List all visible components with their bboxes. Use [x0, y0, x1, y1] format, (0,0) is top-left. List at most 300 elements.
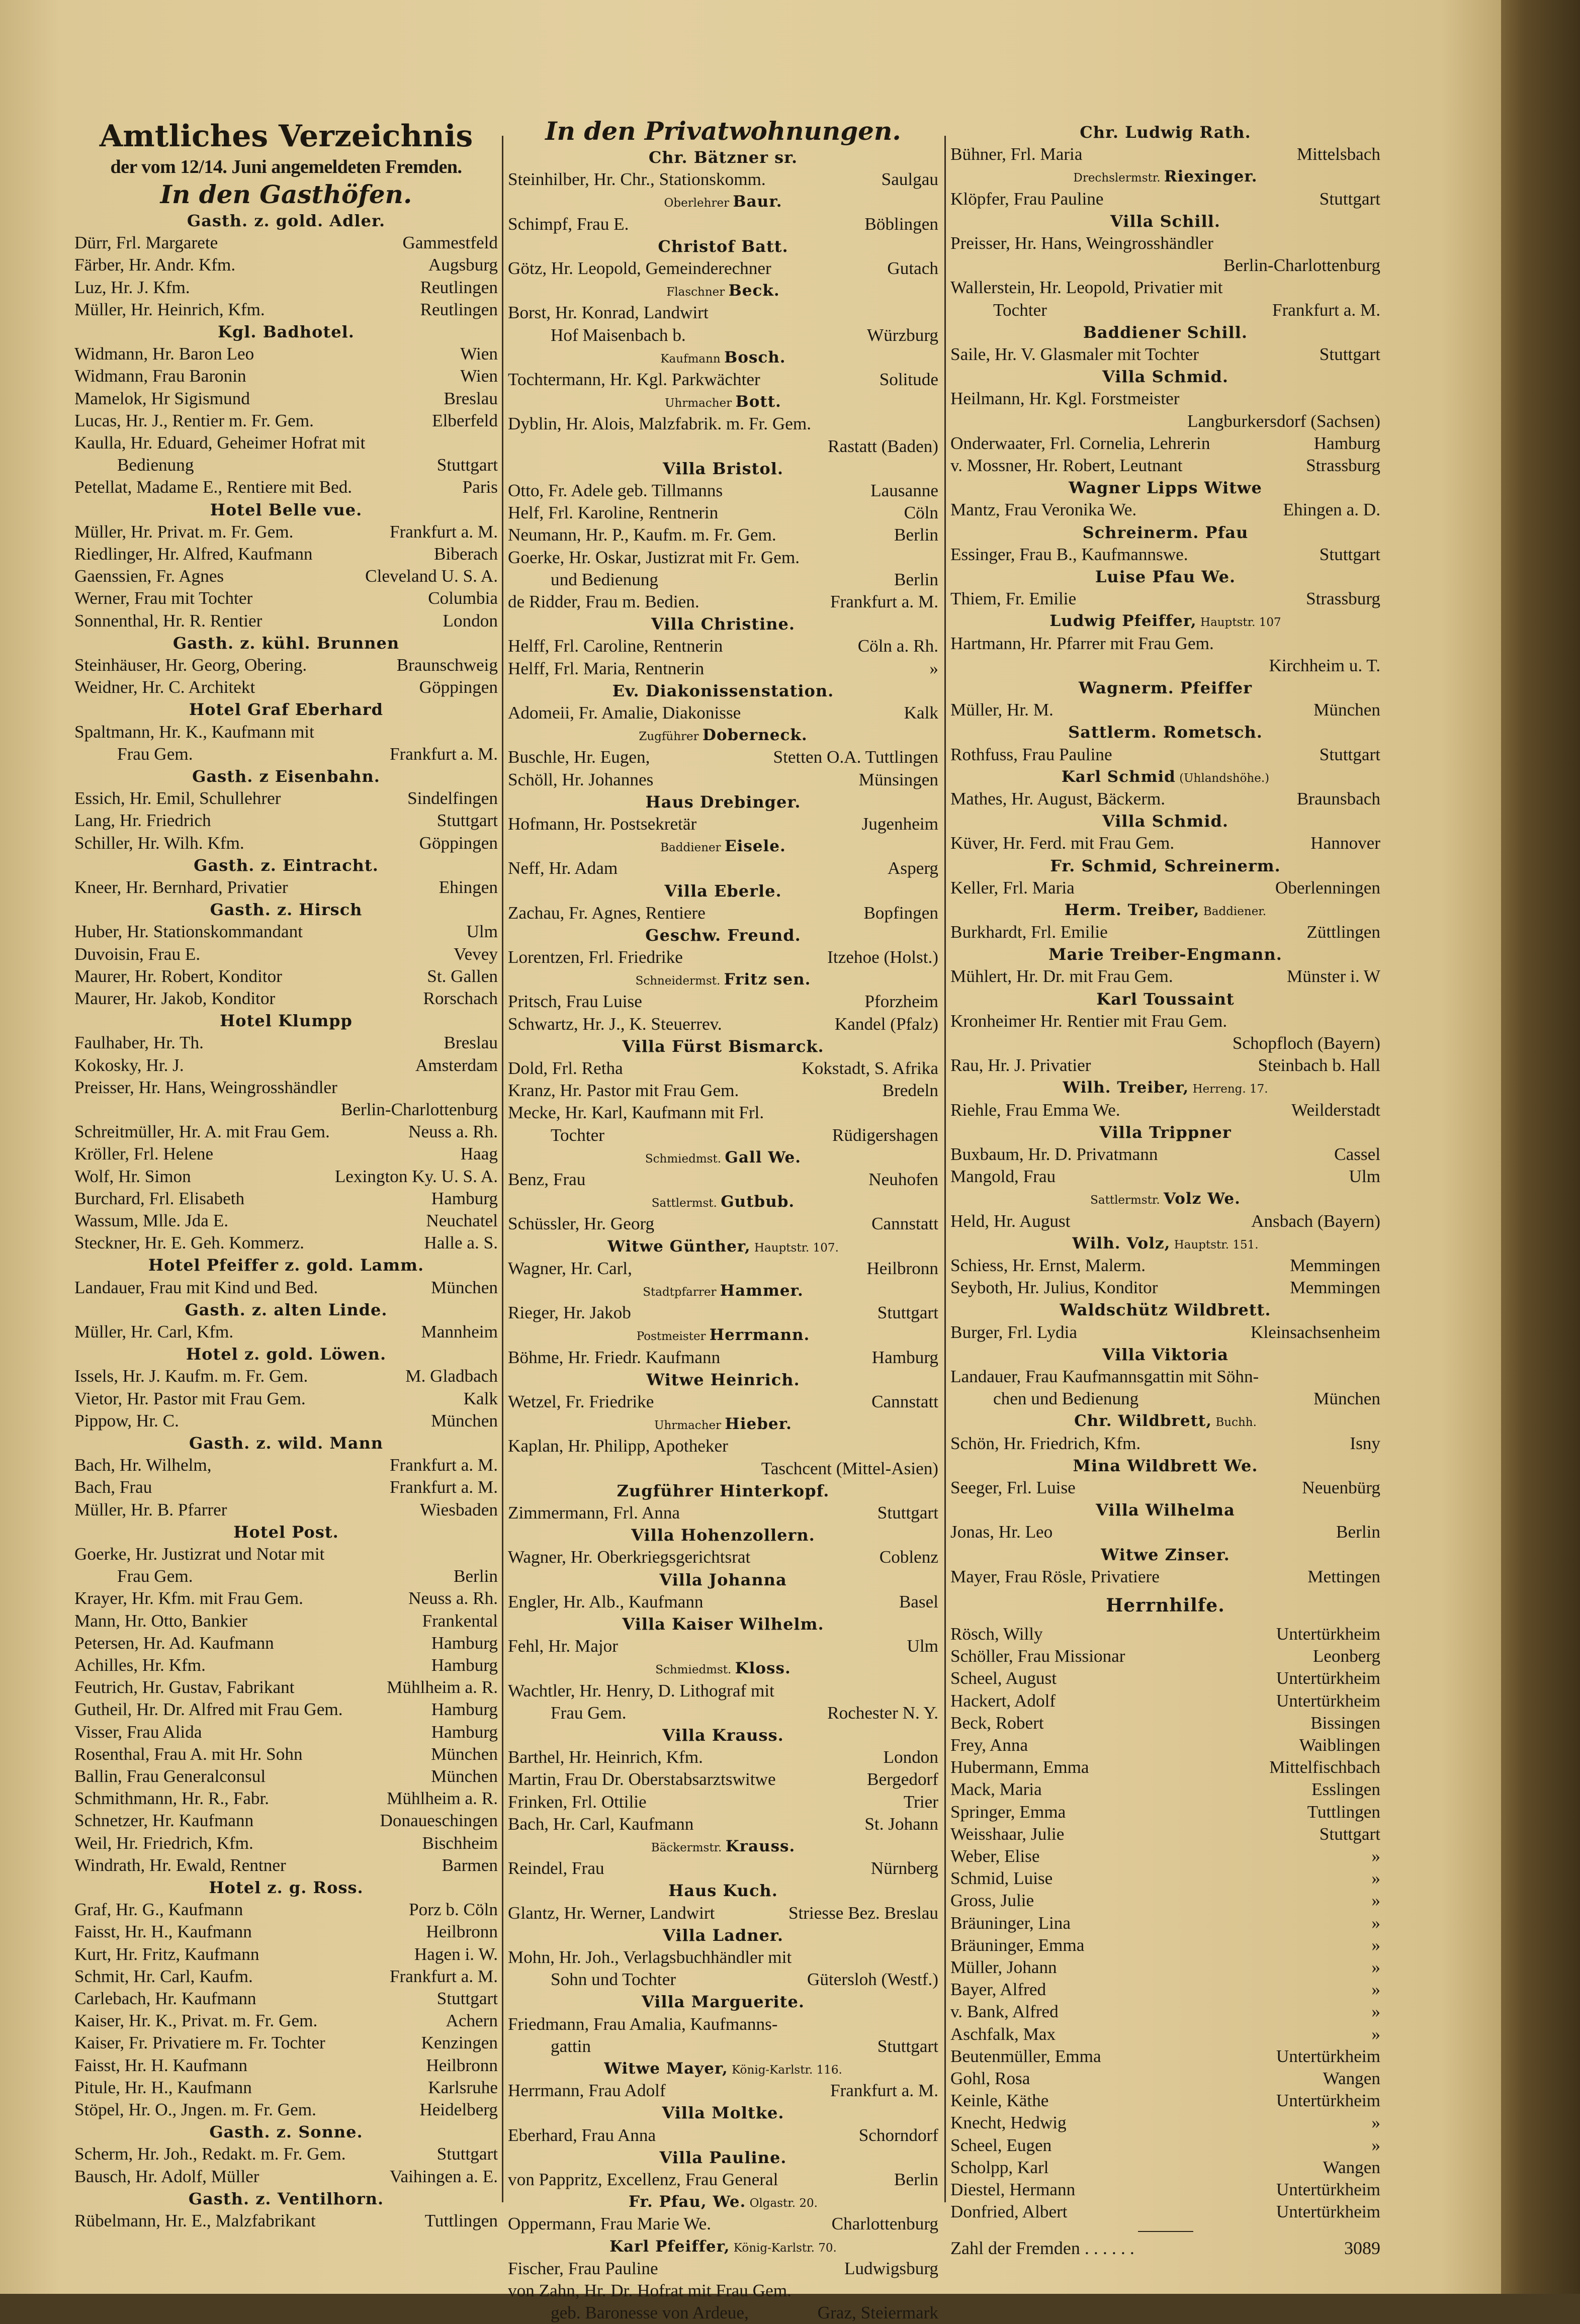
lodging-heading: Gasth. z. Eintracht.: [194, 855, 379, 875]
guest-name: Reindel, Frau: [508, 1858, 604, 1879]
guest-name: Weidner, Hr. C. Architekt: [74, 677, 255, 697]
herrnhilfe-title: Herrnhilfe.: [1106, 1594, 1225, 1616]
guest-name: Hubermann, Emma: [950, 1757, 1089, 1777]
guest-name: chen und Bedienung: [993, 1389, 1139, 1409]
guest-origin: Heilbronn: [866, 1258, 938, 1278]
guest-name: Müller, Hr. Privat. m. Fr. Gem.: [74, 521, 294, 542]
guest-name: Mann, Hr. Otto, Bankier: [74, 1611, 248, 1631]
guest-entry: [74, 2077, 498, 2099]
guest-entry: [508, 547, 938, 569]
guest-name: Tochter: [993, 300, 1047, 320]
guest-entry: [508, 1258, 938, 1280]
guest-name: Gaenssien, Fr. Agnes: [74, 566, 224, 586]
guest-entry: [74, 1988, 498, 2010]
guest-name: Petellat, Madame E., Rentiere mit Bed.: [74, 477, 353, 497]
lodging-heading: Ev. Diakonissenstation.: [612, 681, 834, 700]
guest-name: Oppermann, Frau Marie We.: [508, 2214, 711, 2234]
heading-occupation: Stadtpfarrer: [643, 1286, 717, 1299]
heading-name: Bott.: [735, 393, 781, 411]
guest-name: Bedienung: [117, 455, 194, 475]
guest-name: Eberhard, Frau Anna: [508, 2125, 656, 2145]
guest-origin: München: [431, 1410, 498, 1431]
heading-name: Witwe Günther,: [607, 1237, 751, 1256]
guest-name: Kranz, Hr. Pastor mit Frau Gem.: [508, 1081, 739, 1101]
guest-name: Visser, Frau Alida: [74, 1722, 202, 1742]
guest-origin: Wangen: [1323, 2069, 1380, 2089]
heading-name: Bosch.: [724, 348, 786, 367]
guest-name: Kokosky, Hr. J.: [74, 1055, 184, 1075]
guest-origin: Bissingen: [1310, 1713, 1380, 1733]
lodging-heading: Witwe Zinser.: [1101, 1545, 1230, 1564]
guest-name: Wachtler, Hr. Henry, D. Lithograf mit: [508, 1680, 774, 1701]
guest-entry: [74, 921, 498, 943]
guest-origin: Berlin: [894, 525, 938, 545]
guest-name: Kröller, Frl. Helene: [74, 1144, 214, 1164]
book-spine: [1501, 0, 1580, 2294]
guest-name: Schwartz, Hr. J., K. Steuerrev.: [508, 1014, 722, 1034]
guest-entry: [508, 413, 938, 435]
guest-origin: Schorndorf: [858, 2125, 938, 2145]
lodging-heading: [508, 1835, 938, 1857]
guest-origin: Züttlingen: [1306, 922, 1380, 942]
guest-name: de Ridder, Frau m. Bedien.: [508, 591, 699, 611]
guest-name: Faisst, Hr. H. Kaufmann: [74, 2055, 248, 2075]
guest-entry: [950, 1166, 1380, 1188]
guest-name: Lang, Hr. Friedrich: [74, 811, 211, 831]
guest-entry: [950, 1521, 1380, 1543]
guest-origin: Mannheim: [421, 1321, 498, 1342]
guest-origin: Stuttgart: [1319, 189, 1380, 209]
guest-origin: »: [1371, 2135, 1380, 2155]
guest-entry: [950, 877, 1380, 899]
guest-name: Wallerstein, Hr. Leopold, Privatier mit: [950, 278, 1223, 298]
guest-name: Neff, Hr. Adam: [508, 858, 618, 878]
guest-origin: Berlin-Charlottenburg: [340, 1099, 498, 1119]
heading-name: Doberneck.: [702, 726, 808, 745]
guest-entry: [950, 1645, 1380, 1667]
guest-origin: Neuenbürg: [1302, 1478, 1380, 1497]
guest-name: Engler, Hr. Alb., Kaufmann: [508, 1591, 704, 1612]
guest-name: Benz, Frau: [508, 1170, 586, 1190]
guest-origin: Kalk: [904, 702, 938, 723]
guest-name: Götz, Hr. Leopold, Gemeinderechner: [508, 258, 771, 278]
heading-occupation: Kaufmann: [660, 352, 721, 366]
guest-name: und Bedienung: [551, 569, 659, 589]
guest-origin: Pforzheim: [864, 992, 938, 1012]
guest-name: Fischer, Frau Pauline: [508, 2258, 658, 2278]
heading-address: Herreng. 17.: [1192, 1083, 1268, 1096]
guest-entry: [950, 1934, 1380, 1956]
guest-entry: [950, 432, 1380, 455]
heading-name: Chr. Wildbrett,: [1074, 1412, 1212, 1431]
guest-entry: [74, 1632, 498, 1654]
guest-entry: [508, 1768, 938, 1791]
guest-origin: Cöln a. Rh.: [857, 636, 938, 656]
private-guest-list-1: [508, 146, 938, 2324]
lodging-heading: [508, 391, 938, 413]
guest-name: Lorentzen, Frl. Friedrike: [508, 947, 683, 967]
lodging-heading: Geschw. Freund.: [645, 925, 801, 945]
lodging-heading: Villa Bristol.: [662, 459, 784, 478]
heading-address: Hauptstr. 151.: [1174, 1238, 1259, 1252]
guest-entry: [74, 1143, 498, 1165]
guest-entry: [508, 1435, 938, 1457]
guest-name: Schmit, Hr. Carl, Kaufm.: [74, 1966, 253, 1986]
guest-origin: Hamburg: [871, 1347, 938, 1367]
guest-entry: [74, 410, 498, 432]
guest-name: Dold, Frl. Retha: [508, 1058, 623, 1079]
guest-entry: [950, 1801, 1380, 1823]
heading-occupation: Sattlermstr.: [1090, 1194, 1160, 1207]
guest-origin: Mittelfischbach: [1269, 1757, 1380, 1777]
guest-entry: [508, 1791, 938, 1813]
guest-origin: Schopfloch (Bayern): [1232, 1033, 1380, 1053]
guest-origin: Trier: [903, 1792, 938, 1812]
lodging-heading: Villa Wilhelma: [1096, 1500, 1235, 1520]
guest-name: Frau Gem.: [117, 744, 193, 764]
heading-address: König-Karlstr. 70.: [733, 2241, 837, 2255]
guest-name: Kurt, Hr. Fritz, Kaufmann: [74, 1944, 259, 1964]
guest-entry: [74, 2010, 498, 2032]
guest-name: Huber, Hr. Stationskommandant: [74, 922, 303, 942]
guest-origin: Vevey: [454, 944, 498, 964]
page-title: Amtliches Verzeichnis: [99, 119, 473, 154]
lodging-heading: Gasth. z. Sonne.: [209, 2122, 363, 2142]
lodging-heading: [950, 1077, 1380, 1099]
guest-origin: Achern: [446, 2011, 498, 2031]
guest-entry: [950, 1054, 1380, 1077]
guest-name: Neumann, Hr. P., Kaufm. m. Fr. Gem.: [508, 525, 776, 545]
guest-entry: [950, 2068, 1380, 2090]
guest-origin: St. Johann: [864, 1814, 938, 1834]
heading-address: Hauptstr. 107.: [754, 1241, 839, 1255]
guest-origin: London: [883, 1747, 938, 1767]
guest-origin: Nürnberg: [870, 1858, 938, 1879]
guest-name: Sohn und Tochter: [551, 1970, 676, 1990]
guest-origin: »: [1371, 1980, 1380, 2000]
guest-entry: [950, 499, 1380, 521]
guest-entry-continuation: [508, 569, 938, 591]
guest-name: Weisshaar, Julie: [950, 1824, 1065, 1844]
guest-entry: [950, 1845, 1380, 1867]
guest-name: Scherm, Hr. Joh., Redakt. m. Fr. Gem.: [74, 2144, 346, 2164]
lodging-heading: [508, 346, 938, 369]
lodging-heading: [508, 2191, 938, 2213]
guest-name: Wagner, Hr. Oberkriegsgerichtsrat: [508, 1547, 751, 1567]
guest-origin: Cöln: [904, 503, 938, 523]
guest-name: Knecht, Hedwig: [950, 2113, 1067, 2133]
guest-entry: [74, 1787, 498, 1810]
heading-occupation: Flaschner: [666, 286, 725, 299]
guest-name: Wolf, Hr. Simon: [74, 1166, 191, 1186]
guest-origin: Stuttgart: [436, 2144, 498, 2164]
guest-origin: Donaueschingen: [380, 1811, 498, 1831]
heading-name: Wilh. Treiber,: [1063, 1079, 1189, 1097]
guest-name: Frau Gem.: [117, 1566, 193, 1586]
guest-entry: [950, 455, 1380, 477]
guest-name: Rosenthal, Frau A. mit Hr. Sohn: [74, 1744, 303, 1764]
guest-entry: [950, 2179, 1380, 2201]
guest-origin: Kalk: [463, 1388, 498, 1408]
guest-name: Hofmann, Hr. Postsekretär: [508, 814, 697, 834]
heading-name: Eisele.: [724, 837, 786, 856]
guest-name: Bach, Frau: [74, 1477, 152, 1497]
heading-address: Buchh.: [1215, 1416, 1257, 1429]
section-title-private: In den Privatwohnungen.: [545, 116, 901, 146]
guest-origin: »: [1371, 2024, 1380, 2044]
page-subtitle: der vom 12/14. Juni angemeldeten Fremden.: [110, 156, 462, 177]
guest-entry: [74, 254, 498, 276]
lodging-heading: Kgl. Badhotel.: [218, 322, 355, 341]
guest-entry-continuation: [950, 299, 1380, 321]
guest-entry: [74, 721, 498, 743]
guest-entry: [950, 788, 1380, 810]
guest-name: Müller, Hr. Carl, Kfm.: [74, 1321, 234, 1342]
guest-entry: [74, 1210, 498, 1232]
guest-entry: [508, 1213, 938, 1235]
guest-name: Faisst, Hr. H., Kaufmann: [74, 1922, 252, 1942]
guest-origin: Stuttgart: [436, 455, 498, 475]
heading-name: Krauss.: [725, 1837, 796, 1855]
guest-origin: Neuhofen: [868, 1170, 938, 1190]
guest-entry: [508, 946, 938, 968]
guest-name: v. Bank, Alfred: [950, 2002, 1059, 2022]
guest-name: Gross, Julie: [950, 1891, 1034, 1911]
guest-entry: [74, 1854, 498, 1876]
guest-name: Springer, Emma: [950, 1802, 1066, 1822]
guest-name: Frinken, Frl. Ottilie: [508, 1792, 647, 1812]
heading-name: Gutbub.: [721, 1193, 795, 1211]
guest-name: Landauer, Frau Kaufmannsgattin mit Söhn-: [950, 1367, 1259, 1387]
guest-origin: Stetten O.A. Tuttlingen: [773, 747, 938, 767]
guest-entry: [74, 1032, 498, 1054]
guest-name: Bausch, Hr. Adolf, Müller: [74, 2166, 259, 2186]
guest-origin: Berlin-Charlottenburg: [1223, 255, 1380, 276]
guest-origin: Mettingen: [1307, 1566, 1380, 1586]
heading-occupation: Bäckermstr.: [651, 1841, 722, 1854]
heading-name: Hieber.: [725, 1415, 792, 1434]
guest-name: Pritsch, Frau Luise: [508, 992, 642, 1012]
guest-entry: [508, 2280, 938, 2302]
guest-entry: [508, 769, 938, 791]
lodging-heading: [508, 1280, 938, 1302]
guest-entry: [74, 1476, 498, 1498]
guest-origin: Taschcent (Mittel-Asien): [761, 1458, 938, 1478]
heading-name: Fr. Pfau, We.: [629, 2193, 746, 2211]
hotel-guest-list: [74, 210, 498, 2232]
total-rule: [1138, 2231, 1193, 2232]
lodging-heading: Gasth. z. Hirsch: [210, 900, 363, 920]
guest-origin: »: [1371, 1846, 1380, 1866]
lodging-heading: Villa Eberle.: [664, 881, 782, 901]
guest-name: Carlebach, Hr. Kaufmann: [74, 1989, 256, 2009]
guest-entry: [74, 1365, 498, 1387]
guest-entry: [508, 857, 938, 879]
guest-origin: Tuttlingen: [424, 2211, 498, 2231]
guest-name: Widmann, Frau Baronin: [74, 366, 246, 386]
lodging-heading: Villa Marguerite.: [642, 1992, 805, 2012]
guest-origin: Kokstadt, S. Afrika: [802, 1058, 938, 1079]
heading-occupation: Drechslermstr.: [1073, 171, 1161, 185]
guest-name: Luz, Hr. J. Kfm.: [74, 277, 190, 297]
guest-entry: [950, 1890, 1380, 1912]
guest-entry-continuation: [508, 1702, 938, 1724]
guest-origin: Elberfeld: [432, 410, 498, 430]
guest-entry: [508, 658, 938, 680]
guest-name: gattin: [551, 2036, 591, 2056]
guest-entry: [508, 2169, 938, 2191]
guest-name: Achilles, Hr. Kfm.: [74, 1655, 206, 1675]
lodging-heading: Villa Krauss.: [662, 1725, 784, 1745]
guest-entry: [74, 610, 498, 632]
lodging-heading: Villa Hohenzollern.: [631, 1526, 815, 1545]
guest-name: Rothfuss, Frau Pauline: [950, 744, 1112, 764]
lodging-heading: Karl Toussaint: [1096, 989, 1235, 1009]
heading-occupation: Schmiedmst.: [645, 1152, 722, 1166]
guest-entry-continuation: [508, 1458, 938, 1480]
guest-entry: [950, 388, 1380, 410]
guest-entry: [508, 1857, 938, 1880]
guest-name: Kaiser, Fr. Privatiere m. Fr. Tochter: [74, 2033, 325, 2053]
guest-entry: [508, 480, 938, 502]
lodging-heading: Hotel z. g. Ross.: [209, 1878, 364, 1898]
guest-origin: Kirchheim u. T.: [1269, 655, 1380, 675]
guest-origin: Isny: [1350, 1433, 1380, 1453]
guest-name: Kronheimer Hr. Rentier mit Frau Gem.: [950, 1011, 1227, 1031]
guest-entry: [74, 365, 498, 387]
guest-origin: Halle a. S.: [424, 1233, 498, 1253]
guest-entry: [508, 168, 938, 191]
guest-name: von Pappritz, Excellenz, Frau General: [508, 2169, 778, 2189]
guest-origin: Münsingen: [858, 769, 938, 789]
guest-origin: Stuttgart: [436, 811, 498, 831]
guest-name: Müller, Hr. Heinrich, Kfm.: [74, 299, 265, 319]
guest-origin: Untertürkheim: [1276, 1668, 1380, 1688]
guest-origin: München: [431, 1744, 498, 1764]
guest-entry: [74, 876, 498, 899]
guest-name: Müller, Johann: [950, 1957, 1057, 1978]
guest-origin: »: [1371, 1957, 1380, 1978]
guest-name: Zimmermann, Frl. Anna: [508, 1503, 680, 1523]
column-private-1: [508, 116, 938, 2324]
guest-name: Thiem, Fr. Emilie: [950, 589, 1077, 609]
guest-entry: [950, 1756, 1380, 1778]
heading-name: Baur.: [733, 193, 782, 211]
guest-entry: [74, 676, 498, 698]
guest-origin: Breslau: [444, 388, 498, 408]
guest-origin: Bopfingen: [863, 903, 938, 923]
guest-name: Schmid, Luise: [950, 1868, 1053, 1889]
guest-origin: Berlin: [1336, 1522, 1380, 1542]
guest-origin: Neuss a. Rh.: [408, 1122, 498, 1142]
guest-name: Fehl, Hr. Major: [508, 1636, 618, 1656]
guest-entry: [74, 988, 498, 1010]
heading-name: Beck.: [728, 282, 780, 300]
guest-origin: Ulm: [466, 922, 498, 942]
guest-origin: Stuttgart: [1319, 344, 1380, 364]
column-private-2: [950, 123, 1380, 2260]
lodging-heading: Gasth. z. gold. Adler.: [187, 211, 386, 230]
guest-entry: [508, 1635, 938, 1657]
column-rule-1: [502, 136, 503, 2202]
guest-entry: [950, 1433, 1380, 1455]
lodging-heading: [950, 766, 1380, 788]
guest-entry: [508, 1057, 938, 1080]
guest-entry: [950, 2001, 1380, 2023]
heading-occupation: Oberlehrer: [664, 197, 730, 210]
guest-origin: Weilderstadt: [1291, 1100, 1380, 1120]
guest-origin: Göppingen: [419, 677, 498, 697]
guest-origin: Barmen: [442, 1855, 498, 1875]
heading-name: Ludwig Pfeiffer,: [1049, 612, 1197, 631]
guest-entry-continuation: [508, 2302, 938, 2324]
guest-name: Schimpf, Frau E.: [508, 214, 629, 234]
guest-name: Steinhäuser, Hr. Georg, Obering.: [74, 655, 307, 675]
heading-name: Witwe Mayer,: [604, 2059, 728, 2078]
guest-entry: [74, 654, 498, 676]
guest-entry: [508, 1347, 938, 1369]
guest-entry: [74, 1410, 498, 1432]
guest-name: Riehle, Frau Emma We.: [950, 1100, 1120, 1120]
guest-origin: München: [431, 1766, 498, 1786]
guest-origin: Heilbronn: [426, 2055, 498, 2075]
guest-origin: Rastatt (Baden): [828, 436, 938, 456]
guest-entry: [74, 1899, 498, 1921]
guest-entry: [950, 1623, 1380, 1645]
lodging-heading: [508, 2058, 938, 2080]
guest-name: Mangold, Frau: [950, 1167, 1056, 1187]
guest-origin: Kenzingen: [421, 2033, 498, 2053]
guest-name: Feutrich, Hr. Gustav, Fabrikant: [74, 1677, 295, 1697]
guest-entry: [950, 343, 1380, 366]
guest-origin: Sindelfingen: [407, 788, 498, 809]
guest-name: Rau, Hr. J. Privatier: [950, 1055, 1091, 1076]
guest-origin: Bischheim: [422, 1833, 498, 1853]
guest-entry: [508, 1746, 938, 1768]
guest-entry: [950, 1867, 1380, 1890]
guest-name: Essinger, Frau B., Kaufmannswe.: [950, 544, 1188, 564]
guest-name: Aschfalk, Max: [950, 2024, 1056, 2044]
lodging-heading: [950, 165, 1380, 188]
guest-entry: [74, 2032, 498, 2054]
guest-entry: [74, 1832, 498, 1854]
guest-entry: [74, 476, 498, 498]
guest-name: Helff, Frl. Maria, Rentnerin: [508, 658, 705, 678]
guest-origin: »: [1371, 2113, 1380, 2133]
guest-origin: »: [1371, 2002, 1380, 2022]
guest-name: Mamelok, Hr Sigismund: [74, 388, 250, 408]
lodging-heading: Marie Treiber-Engmann.: [1048, 945, 1282, 964]
guest-name: Schreitmüller, Hr. A. mit Frau Gem.: [74, 1122, 330, 1142]
lodging-heading: [950, 610, 1380, 632]
guest-name: Herrmann, Frau Adolf: [508, 2081, 666, 2101]
guest-origin: Wangen: [1323, 2157, 1380, 2177]
guest-name: Windrath, Hr. Ewald, Rentner: [74, 1855, 286, 1875]
lodging-heading: Gasth. z. wild. Mann: [189, 1433, 384, 1453]
guest-origin: Strassburg: [1306, 589, 1380, 609]
guest-name: Rieger, Hr. Jakob: [508, 1303, 631, 1323]
guest-name: Müller, Hr. B. Pfarrer: [74, 1499, 227, 1519]
guest-name: Mecke, Hr. Karl, Kaufmann mit Frl.: [508, 1103, 764, 1123]
guest-name: Weber, Elise: [950, 1846, 1040, 1866]
guest-origin: Kleinsachsenheim: [1251, 1322, 1380, 1342]
lodging-heading: [950, 1188, 1380, 1210]
guest-origin: Breslau: [444, 1033, 498, 1053]
guest-name: Küver, Hr. Ferd. mit Frau Gem.: [950, 833, 1175, 853]
guest-origin: Rorschach: [423, 988, 498, 1008]
guest-origin: Heilbronn: [426, 1922, 498, 1942]
guest-entry: [74, 1499, 498, 1521]
